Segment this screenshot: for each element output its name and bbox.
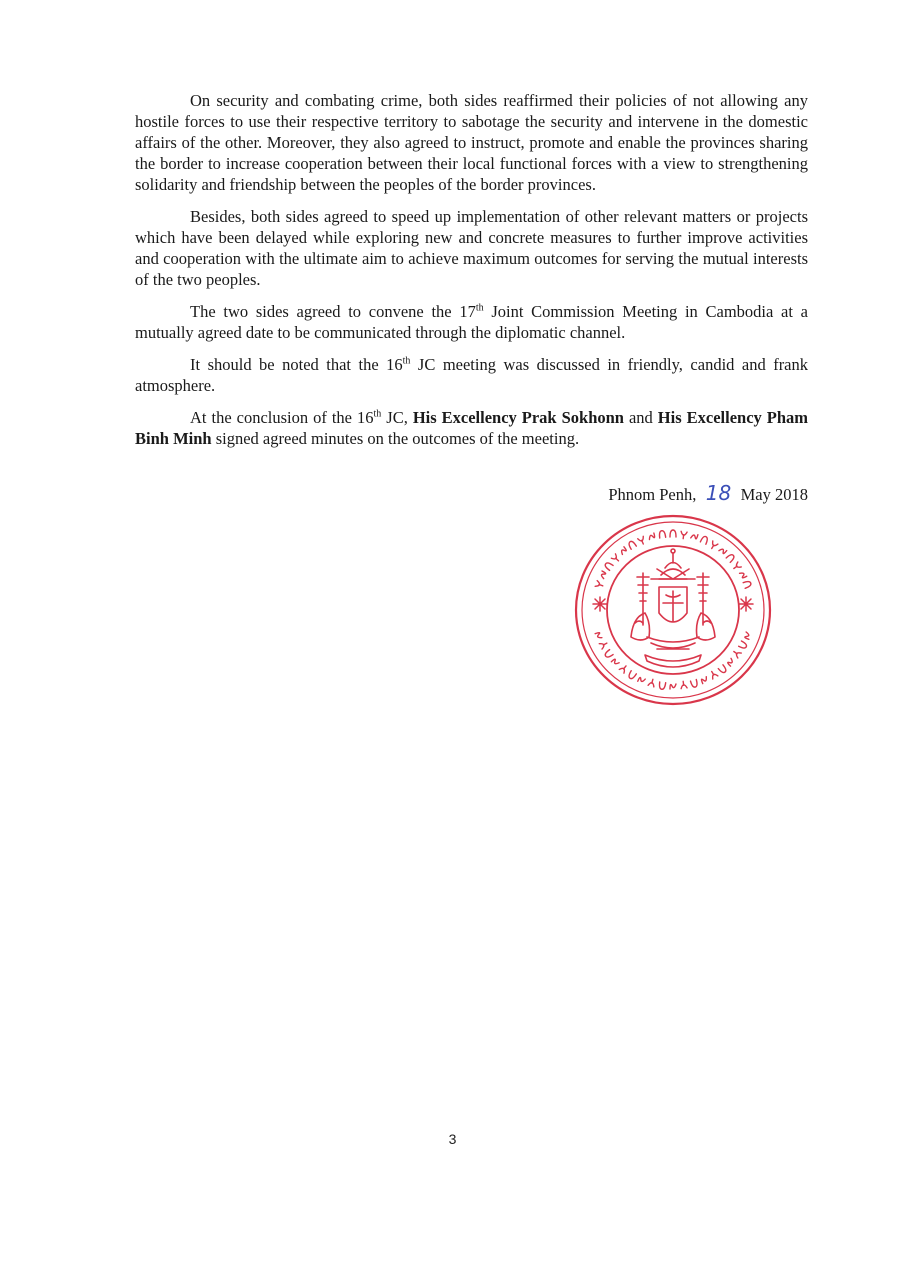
seal-ring-glyph <box>611 554 620 563</box>
seal-ring-glyph <box>744 632 751 639</box>
seal-ring-glyph <box>619 547 627 555</box>
seal-ring-glyph <box>638 677 645 684</box>
seal-ring-glyph <box>709 541 718 550</box>
seal-ring-glyph <box>611 658 619 666</box>
seal-ring-glyph <box>599 571 606 579</box>
seal-ring-glyph <box>619 664 628 673</box>
dateline <box>608 483 808 505</box>
seal-ring-glyph <box>648 679 656 687</box>
seal-ring-glyph <box>604 650 613 659</box>
seal-ring-glyph <box>743 580 752 588</box>
handwritten-day: 18 <box>705 481 732 505</box>
signatory-name-vietnam: His Excellency Pham Binh Minh <box>135 408 809 448</box>
seal-ring-glyph <box>732 649 741 658</box>
seal-ring-glyph <box>718 665 727 674</box>
seal-ring-glyph <box>628 540 637 549</box>
seal-ring-glyph <box>604 561 613 570</box>
paragraph-implementation: Besides, both sides agreed to speed up implementation of other relevant matters or projects which have been delayed while exploring new and concrete measures to further improve activities and cooperation with the ultimate aim to achieve maximum outcomes for serving the mutual interests of the two peoples. <box>135 207 808 289</box>
paragraph-next-meeting-text-b: Joint Commission Meeting in Cambodia at a mutually agreed date to be communicated through the diplomatic channel. <box>135 302 808 342</box>
seal-ring-glyph <box>680 531 687 539</box>
paragraph-conclusion-text-c: and <box>623 408 658 427</box>
ordinal-suffix: th <box>373 408 382 420</box>
seal-ring-glyph <box>700 535 708 544</box>
seal-ring-glyph <box>709 670 718 679</box>
paragraph-atmosphere <box>135 354 808 396</box>
dateline-month-year: May 2018 <box>740 485 808 504</box>
seal-ring-glyph <box>732 562 741 571</box>
seal-ring-glyph <box>659 530 666 538</box>
seal-ring-glyph <box>595 632 602 639</box>
paragraph-atmosphere-text-b: JC meeting was discussed in friendly, candid and frank atmosphere. <box>135 355 809 395</box>
seal-ring-glyph <box>680 681 687 689</box>
paragraph-conclusion-text-d: signed agreed minutes on the outcomes of the meeting. <box>211 429 580 448</box>
paragraph-security: On security and combating crime, both sides reaffirmed their policies of not allowing any hostile forces to use their respective territory to sabotage the security and intervene in the domestic affairs of the other. Moreover, they also agreed to instruct, promote and enable the provinces sharing the border to increase cooperation between their local functional forces with a view to strengthening solidarity and friendship between the peoples of the border provinces. <box>135 91 808 194</box>
page-number: 3 <box>448 1131 457 1147</box>
ordinal-suffix: th <box>475 302 484 314</box>
seal-ring-glyph <box>670 530 676 537</box>
seal-ring-glyph <box>648 533 655 539</box>
seal-ring-glyph <box>691 533 698 539</box>
paragraph-atmosphere-text-a: It should be noted that the 16 <box>190 355 403 374</box>
document-body <box>135 90 808 460</box>
seal-ring-glyph <box>659 682 666 690</box>
paragraph-conclusion-text-b: JC, <box>381 408 413 427</box>
seal-ring-glyph <box>691 680 699 688</box>
paragraph-conclusion-text-a: At the conclusion of the 16 <box>190 408 374 427</box>
seal-ring-glyph <box>727 658 735 666</box>
seal-ring-glyph <box>739 641 748 650</box>
seal-ring-glyph <box>726 553 735 562</box>
signatory-name-cambodia: His Excellency Prak Sokhonn <box>412 408 624 427</box>
seal-ring-glyph <box>740 571 747 579</box>
paragraph-next-meeting <box>135 301 808 343</box>
seal-ring-glyph <box>595 581 604 589</box>
seal-ring-glyph <box>719 547 727 555</box>
seal-ring-glyph <box>701 677 708 684</box>
seal-ring-glyph <box>599 640 608 649</box>
official-seal-stamp <box>573 513 773 708</box>
seal-ring-glyph <box>670 684 676 689</box>
paragraph-next-meeting-text-a: The two sides agreed to convene the 17 <box>190 302 476 321</box>
seal-ring-glyph <box>638 536 646 545</box>
dateline-place: Phnom Penh, <box>608 485 697 504</box>
seal-ring-glyph <box>628 671 637 680</box>
paragraph-conclusion <box>135 407 808 449</box>
ordinal-suffix: th <box>402 355 411 367</box>
